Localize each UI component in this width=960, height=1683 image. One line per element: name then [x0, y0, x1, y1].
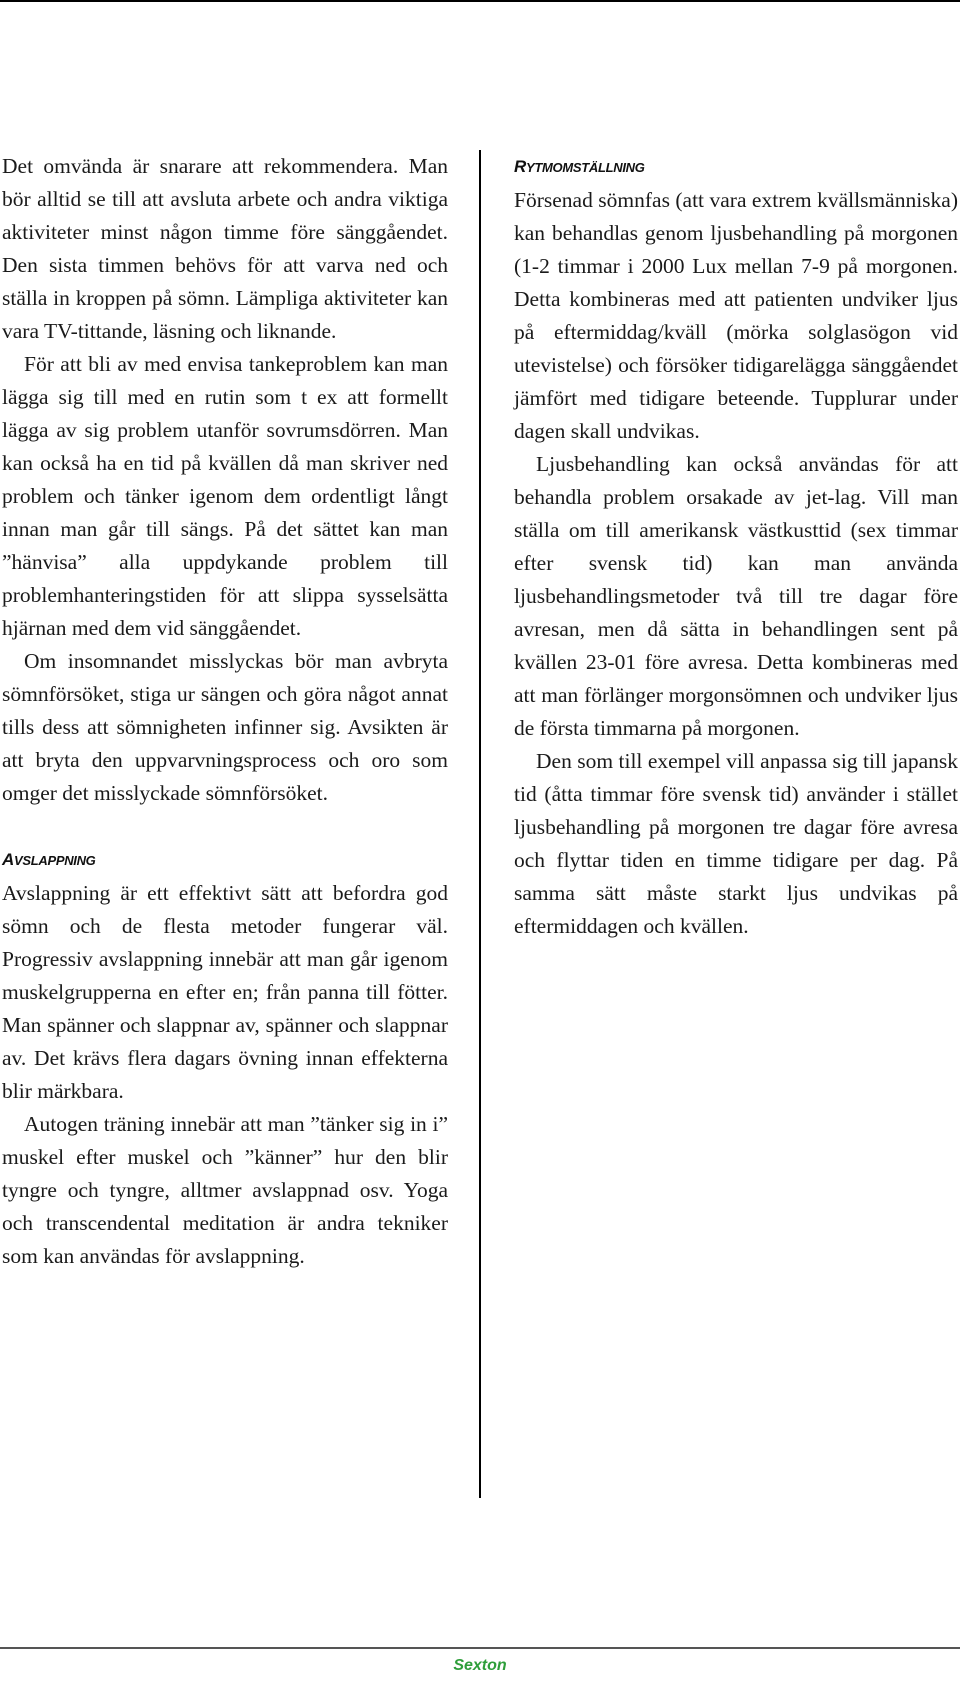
bottom-rule	[0, 1647, 960, 1649]
autogen-paragraph: Autogen träning innebär att man ”tänker sig in i” muskel efter muskel och ”känner” hur den blir tyngre och tyngre, alltmer avslappnad osv. Yoga och transcendental meditation är andra tekniker som kan användas för avslappning.	[2, 1112, 448, 1268]
insomnandet-paragraph: Om insomnandet misslyckas bör man avbryta sömnförsöket, stiga ur sängen och göra något annat tills dess att sömnigheten infinner sig. Avsikten är att bryta den uppvarvningsprocess och oro som omger det misslyckade sömnförsöket.	[2, 649, 448, 805]
heading-avslappning-initial: A	[2, 850, 14, 869]
top-rule	[0, 0, 960, 2]
heading-rytmomstallning	[514, 150, 958, 184]
heading-avslappning	[2, 843, 448, 877]
heading-rytmomstallning-initial: R	[514, 157, 526, 176]
tankeproblem-paragraph: För att bli av med envisa tankeproblem kan man lägga sig till med en rutin som t ex att formellt lägga av sig problem utanför sovrumsdörren. Man kan också ha en tid på kvällen då man skriver ned problem och tänker igenom dem ordentligt långt innan man går till sängs. På det sättet kan man ”hänvisa” alla uppdykande problem till problemhanteringstiden för att slippa sysselsätta hjärnan med dem vid sänggåendet.	[2, 352, 448, 640]
column-divider	[479, 150, 481, 1498]
left-column	[2, 150, 448, 1273]
somnfas-paragraph: Försenad sömnfas (att vara extrem kvällsmänniska) kan behandlas genom ljusbehandling på morgonen (1-2 timmar i 2000 Lux mellan 7-9 på morgonen. Detta kombineras med att patienten undviker ljus på eftermiddag/kväll (mörka solglasögon vid utevistelse) och försöker tidigarelägga sänggåendet jämfört med tidigare beteende. Tupplurar under dagen skall undvikas.	[514, 188, 958, 443]
page-number-label: Sexton	[453, 1657, 507, 1674]
heading-rytmomstallning-rest: YTMOMSTÄLLNING	[525, 160, 645, 175]
heading-avslappning-rest: VSLAPPNING	[13, 853, 96, 868]
jetlag-paragraph: Ljusbehandling kan också användas för att behandla problem orsakade av jet-lag. Vill man ställa om till amerikansk västkusttid (sex timmar efter svensk tid) kan man använda ljusbehandlingsmetoder två till tre dagar före avresan, men då sätta in behandlingen sent på kvällen 23-01 före avresa. Detta kombineras med att man förlänger morgonsömnen och undviker ljus de första timmarna på morgonen.	[514, 452, 958, 740]
right-column	[514, 150, 958, 943]
intro-paragraph: Det omvända är snarare att rekommendera. Man bör alltid se till att avsluta arbete och andra viktiga aktiviteter minst någon timme före sänggåendet. Den sista timmen behövs för att varva ned och ställa in kroppen på sömn. Lämpliga aktiviteter kan vara TV-tittande, läsning och liknande.	[2, 154, 448, 343]
japansk-tid-paragraph: Den som till exempel vill anpassa sig till japansk tid (åtta timmar före svensk tid) använder i stället ljusbehandling på morgonen tre dagar före avresa och flyttar tiden en timme tidigare per dag. På samma sätt måste starkt ljus undvikas på eftermiddagen och kvällen.	[514, 749, 958, 938]
avslappning-paragraph: Avslappning är ett effektivt sätt att befordra god sömn och de flesta metoder fungerar väl. Progressiv avslappning innebär att man går igenom muskelgrupperna en efter en; från panna till fötter. Man spänner och slappnar av, spänner och slappnar av. Det krävs flera dagars övning innan effekterna blir märkbara.	[2, 881, 448, 1103]
